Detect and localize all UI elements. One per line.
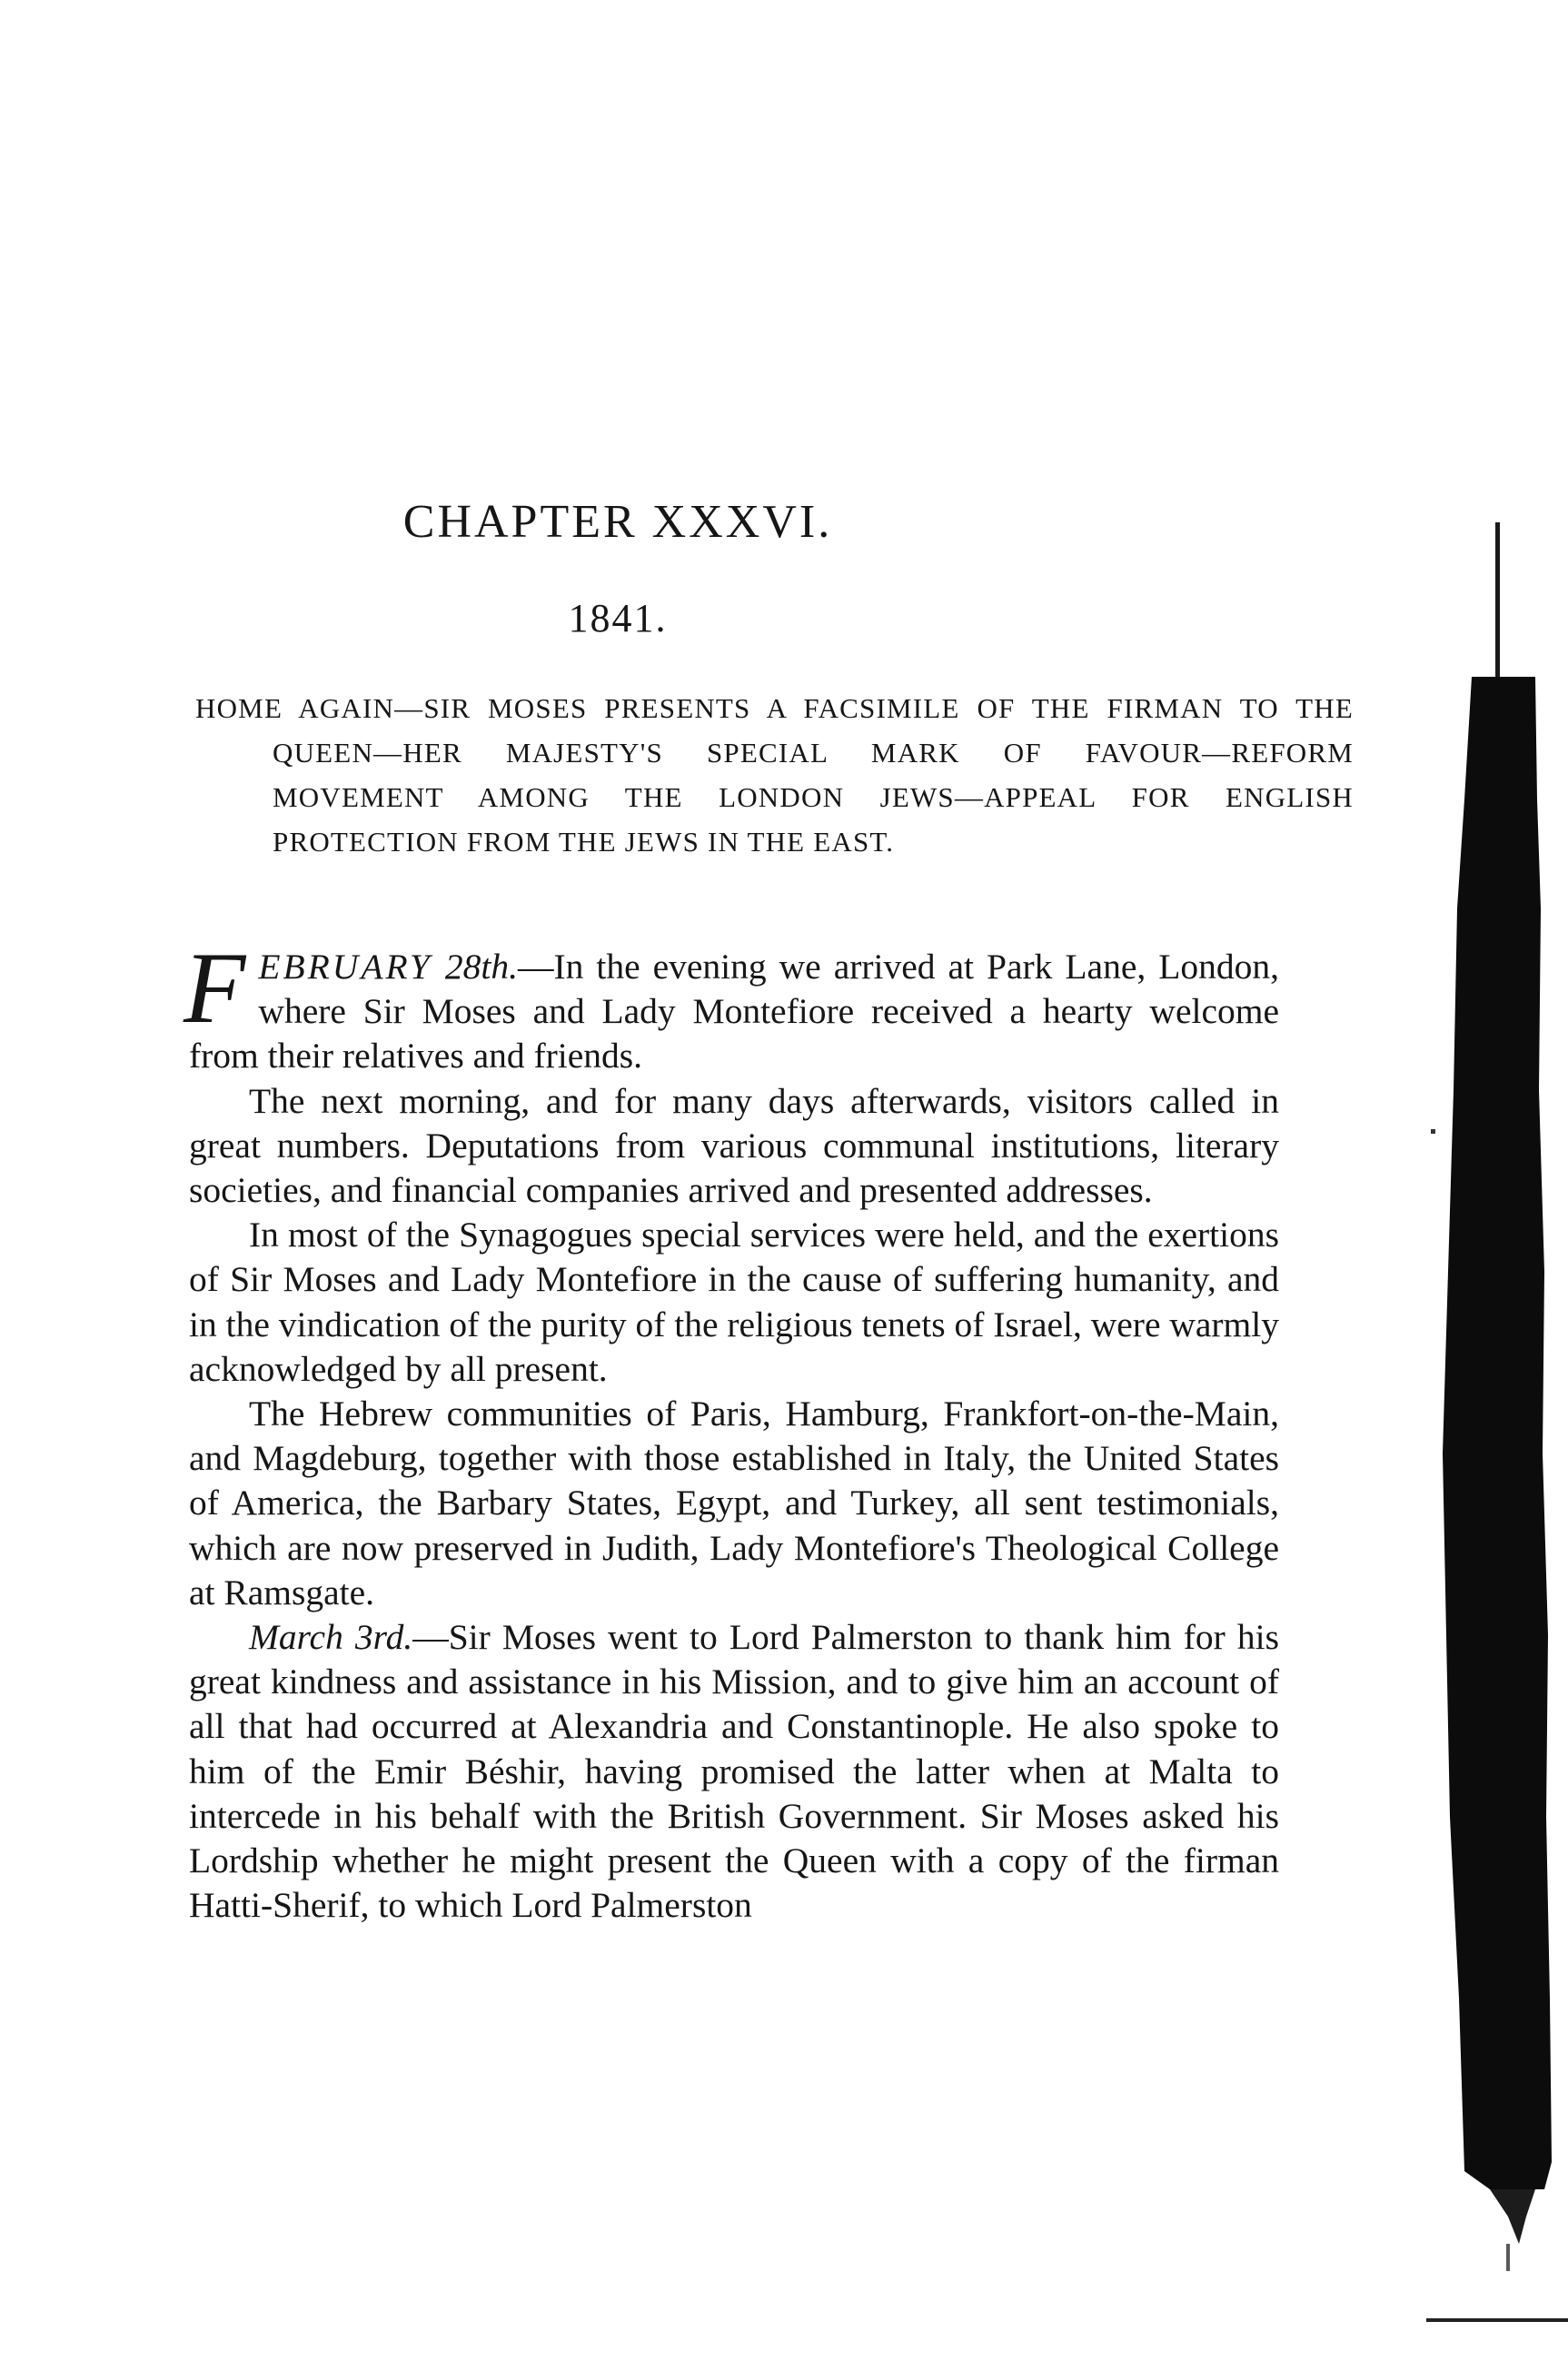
paragraph-5: [189, 1615, 1279, 1928]
body-text: [184, 932, 1280, 1928]
scan-edge-dot: [1431, 1129, 1435, 1134]
scan-edge-bottom-line: [1426, 2318, 1568, 2322]
scan-edge-dark-band: [1443, 677, 1552, 2189]
paragraph-1: [184, 932, 1279, 1079]
scan-edge-thin-line: [1495, 522, 1500, 677]
chapter-year: 1841.: [568, 596, 668, 640]
scan-edge-ragged-tail: [1490, 2189, 1535, 2244]
chapter-title: CHAPTER XXXVI.: [402, 496, 833, 548]
paragraph-1-text: —In the evening we arrived at Park Lane, London, where Sir Moses and Lady Montefiore received a hearty welcome from their relatives and friends.: [189, 947, 1279, 1076]
paragraph-5-text: —Sir Moses went to Lord Palmerston to thank him for his great kindness and assistance in his Mission, and to give him an account of all that had occurred at Alexandria and Constantinople. He also spoke to him of the Emir Béshir, having promised the latter when at Malta to intercede in his behalf with the British Government. Sir Moses asked his Lordship whether he might present the Queen with a copy of the firman Hatti-Sherif, to which Lord Palmerston: [189, 1617, 1279, 1926]
scan-edge-speck: [1506, 2244, 1510, 2271]
paragraph-1-date: 28th.: [444, 947, 518, 987]
paragraph-4: The Hebrew communities of Paris, Hamburg, Frankfort-on-the-Main, and Magdeburg, together with those established in Italy, the United States of America, the Barbary States, Egypt, and Turkey, all sent testimonials, which are now preserved in Judith, Lady Montefiore's Theological College at Ramsgate.: [189, 1394, 1279, 1612]
paragraph-5-date: March 3rd.: [249, 1617, 413, 1658]
chapter-synopsis: HOME AGAIN—SIR MOSES PRESENTS A FACSIMILE OF THE FIRMAN TO THE QUEEN—HER MAJESTY'S SPECIAL MARK OF FAVOUR—REFORM MOVEMENT AMONG THE LONDON JEWS—APPEAL FOR ENGLISH PROTECTION FROM THE JEWS IN THE EAST.: [195, 692, 1354, 858]
paragraph-3: In most of the Synagogues special services were held, and the exertions of Sir Moses and Lady Montefiore in the cause of suffering humanity, and in the vindication of the purity of the religious tenets of Israel, were warmly acknowledged by all present.: [189, 1215, 1280, 1389]
paragraph-2: The next morning, and for many days afterwards, visitors called in great numbers. Deputations from various communal institutions, literary societies, and financial companies arrived and presented addresses.: [189, 1080, 1279, 1211]
drop-cap: F: [184, 932, 246, 1045]
paragraph-1-lead: EBRUARY: [258, 947, 432, 987]
